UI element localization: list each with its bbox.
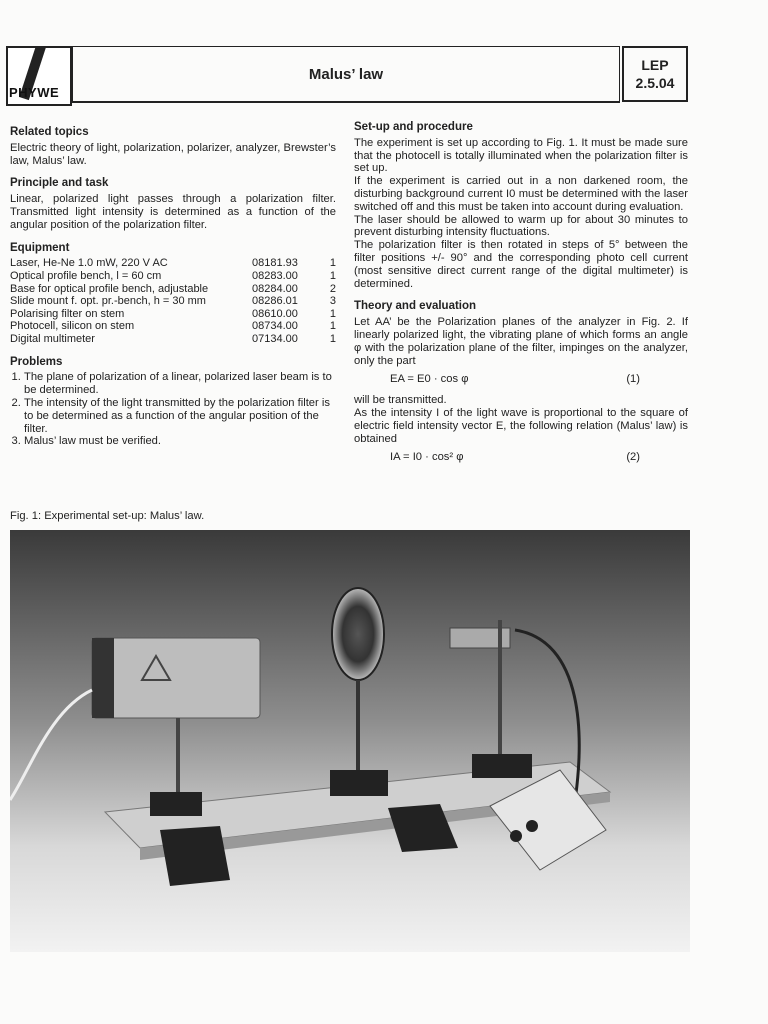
equipment-row	[10, 257, 336, 270]
theory-paragraph-2: will be transmitted.	[354, 394, 447, 407]
related-topics-section	[10, 126, 336, 167]
equipment-table	[10, 257, 336, 345]
setup-paragraph-2: If the experiment is carried out in a non darkened room, the disturbing background current I0 must be determined with the laser switched off and this must be taken into account during evaluation.	[354, 175, 688, 213]
equipment-number: 08284.00	[252, 282, 298, 295]
equipment-qty: 1	[329, 320, 336, 333]
list-item: 1. The plane of polarization of a linear, polarized laser beam is to be determined.	[24, 371, 336, 397]
laser-slide-mount	[150, 792, 202, 816]
equipment-section	[10, 242, 336, 346]
equipment-number: 07134.00	[252, 332, 298, 345]
equipment-row	[10, 295, 336, 308]
principle-heading: Principle and task	[10, 177, 109, 190]
equipment-row	[10, 283, 336, 296]
problems-section	[10, 356, 336, 449]
setup-paragraph-4: The polarization filter is then rotated in steps of 5° between the filter positions +/- 90° and the corresponding photo cell current (most sensitive direct current range of the digital multimeter) is determined.	[354, 239, 688, 290]
equation-2-number: (2)	[626, 451, 640, 464]
list-item: 2. The intensity of the light transmitted by the polarization filter is to be determined as a function of the angular position of the filter.	[24, 397, 336, 435]
theory-section	[354, 300, 688, 464]
setup-paragraph-3: The laser should be allowed to warm up for about 30 minutes to prevent disturbing intensity fluctuations.	[354, 213, 688, 239]
related-topics-heading: Related topics	[10, 126, 89, 138]
photocell-slide-mount	[472, 754, 532, 778]
equipment-qty: 1	[329, 269, 336, 282]
left-column	[10, 126, 336, 458]
problems-heading: Problems	[10, 355, 63, 368]
equation-1-number: (1)	[626, 373, 640, 386]
theory-paragraph-1: Let AA’ be the Polarization planes of the analyzer in Fig. 2. If linearly polarized light, the vibrating plane of which forms an angle φ with the polarization plane of the filter, impinges on the analyzer, only the part	[354, 316, 688, 367]
equipment-row	[10, 270, 336, 283]
equation-1-text: EA = E0 · cos φ	[390, 373, 469, 386]
experiment-code	[622, 46, 688, 102]
equipment-number: 08283.00	[252, 269, 298, 282]
equipment-qty: 1	[329, 332, 336, 345]
related-topics-text: Electric theory of light, polarization, polarizer, analyzer, Brewster’s law, Malus’ law.	[10, 141, 336, 167]
problems-list	[10, 371, 336, 448]
experiment-setup-illustration	[10, 530, 690, 952]
laser-end-cap	[92, 638, 114, 718]
equipment-qty: 3	[329, 295, 336, 308]
equipment-name: Optical profile bench, l = 60 cm	[10, 269, 162, 282]
equipment-name: Laser, He-Ne 1.0 mW, 220 V AC	[10, 257, 168, 270]
equipment-row	[10, 308, 336, 321]
logo-text: PHYWE	[9, 85, 60, 100]
page-title: Malus’ law	[72, 46, 620, 103]
equipment-heading: Equipment	[10, 241, 70, 254]
equipment-name: Slide mount f. opt. pr.-bench, h = 30 mm	[10, 295, 206, 308]
principle-section	[10, 177, 336, 231]
equipment-qty: 1	[329, 307, 336, 320]
document-header	[6, 44, 688, 106]
equation-2	[354, 451, 688, 464]
laser-housing	[92, 638, 260, 718]
list-item: 3. Malus’ law must be verified.	[24, 435, 336, 448]
filter-slide-mount	[330, 770, 388, 796]
setup-heading: Set-up and procedure	[354, 121, 473, 133]
equipment-name: Photocell, silicon on stem	[10, 320, 135, 333]
code-line-2: 2.5.04	[635, 75, 675, 91]
equation-2-text: IA = I0 · cos² φ	[390, 451, 464, 464]
equipment-number: 08181.93	[252, 257, 298, 270]
multimeter-socket-icon	[510, 830, 522, 842]
code-line-1: LEP	[641, 57, 669, 73]
right-column	[354, 121, 688, 474]
equipment-qty: 2	[329, 282, 336, 295]
setup-paragraph-1: The experiment is set up according to Fig. 1. It must be made sure that the photocell is totally illuminated when the polarization filter is set up.	[354, 136, 688, 175]
principle-text: Linear, polarized light passes through a polarization filter. Transmitted light intensity is determined as a function of the angular position of the polarization filter.	[10, 193, 336, 231]
equipment-name: Digital multimeter	[10, 332, 95, 345]
figure-caption: Fig. 1: Experimental set-up: Malus’ law.	[10, 510, 205, 522]
equipment-row	[10, 333, 336, 346]
equipment-name: Base for optical profile bench, adjustable	[10, 282, 209, 295]
polarization-filter-disk	[332, 588, 384, 680]
equipment-number: 08610.00	[252, 307, 298, 320]
multimeter-socket-icon	[526, 820, 538, 832]
equipment-row	[10, 320, 336, 333]
phywe-logo	[6, 46, 72, 106]
equipment-name: Polarising filter on stem	[10, 307, 125, 320]
equipment-number: 08734.00	[252, 320, 298, 333]
bench-base-left	[160, 826, 230, 886]
theory-heading: Theory and evaluation	[354, 300, 477, 313]
equipment-number: 08286.01	[252, 295, 298, 308]
equipment-qty: 1	[329, 257, 336, 270]
theory-paragraph-3: As the intensity I of the light wave is proportional to the square of electric field intensity vector E, the following relation (Malus’ law) is obtained	[354, 406, 688, 445]
setup-section	[354, 121, 688, 290]
equation-1	[354, 373, 688, 386]
experiment-photo	[10, 530, 690, 952]
